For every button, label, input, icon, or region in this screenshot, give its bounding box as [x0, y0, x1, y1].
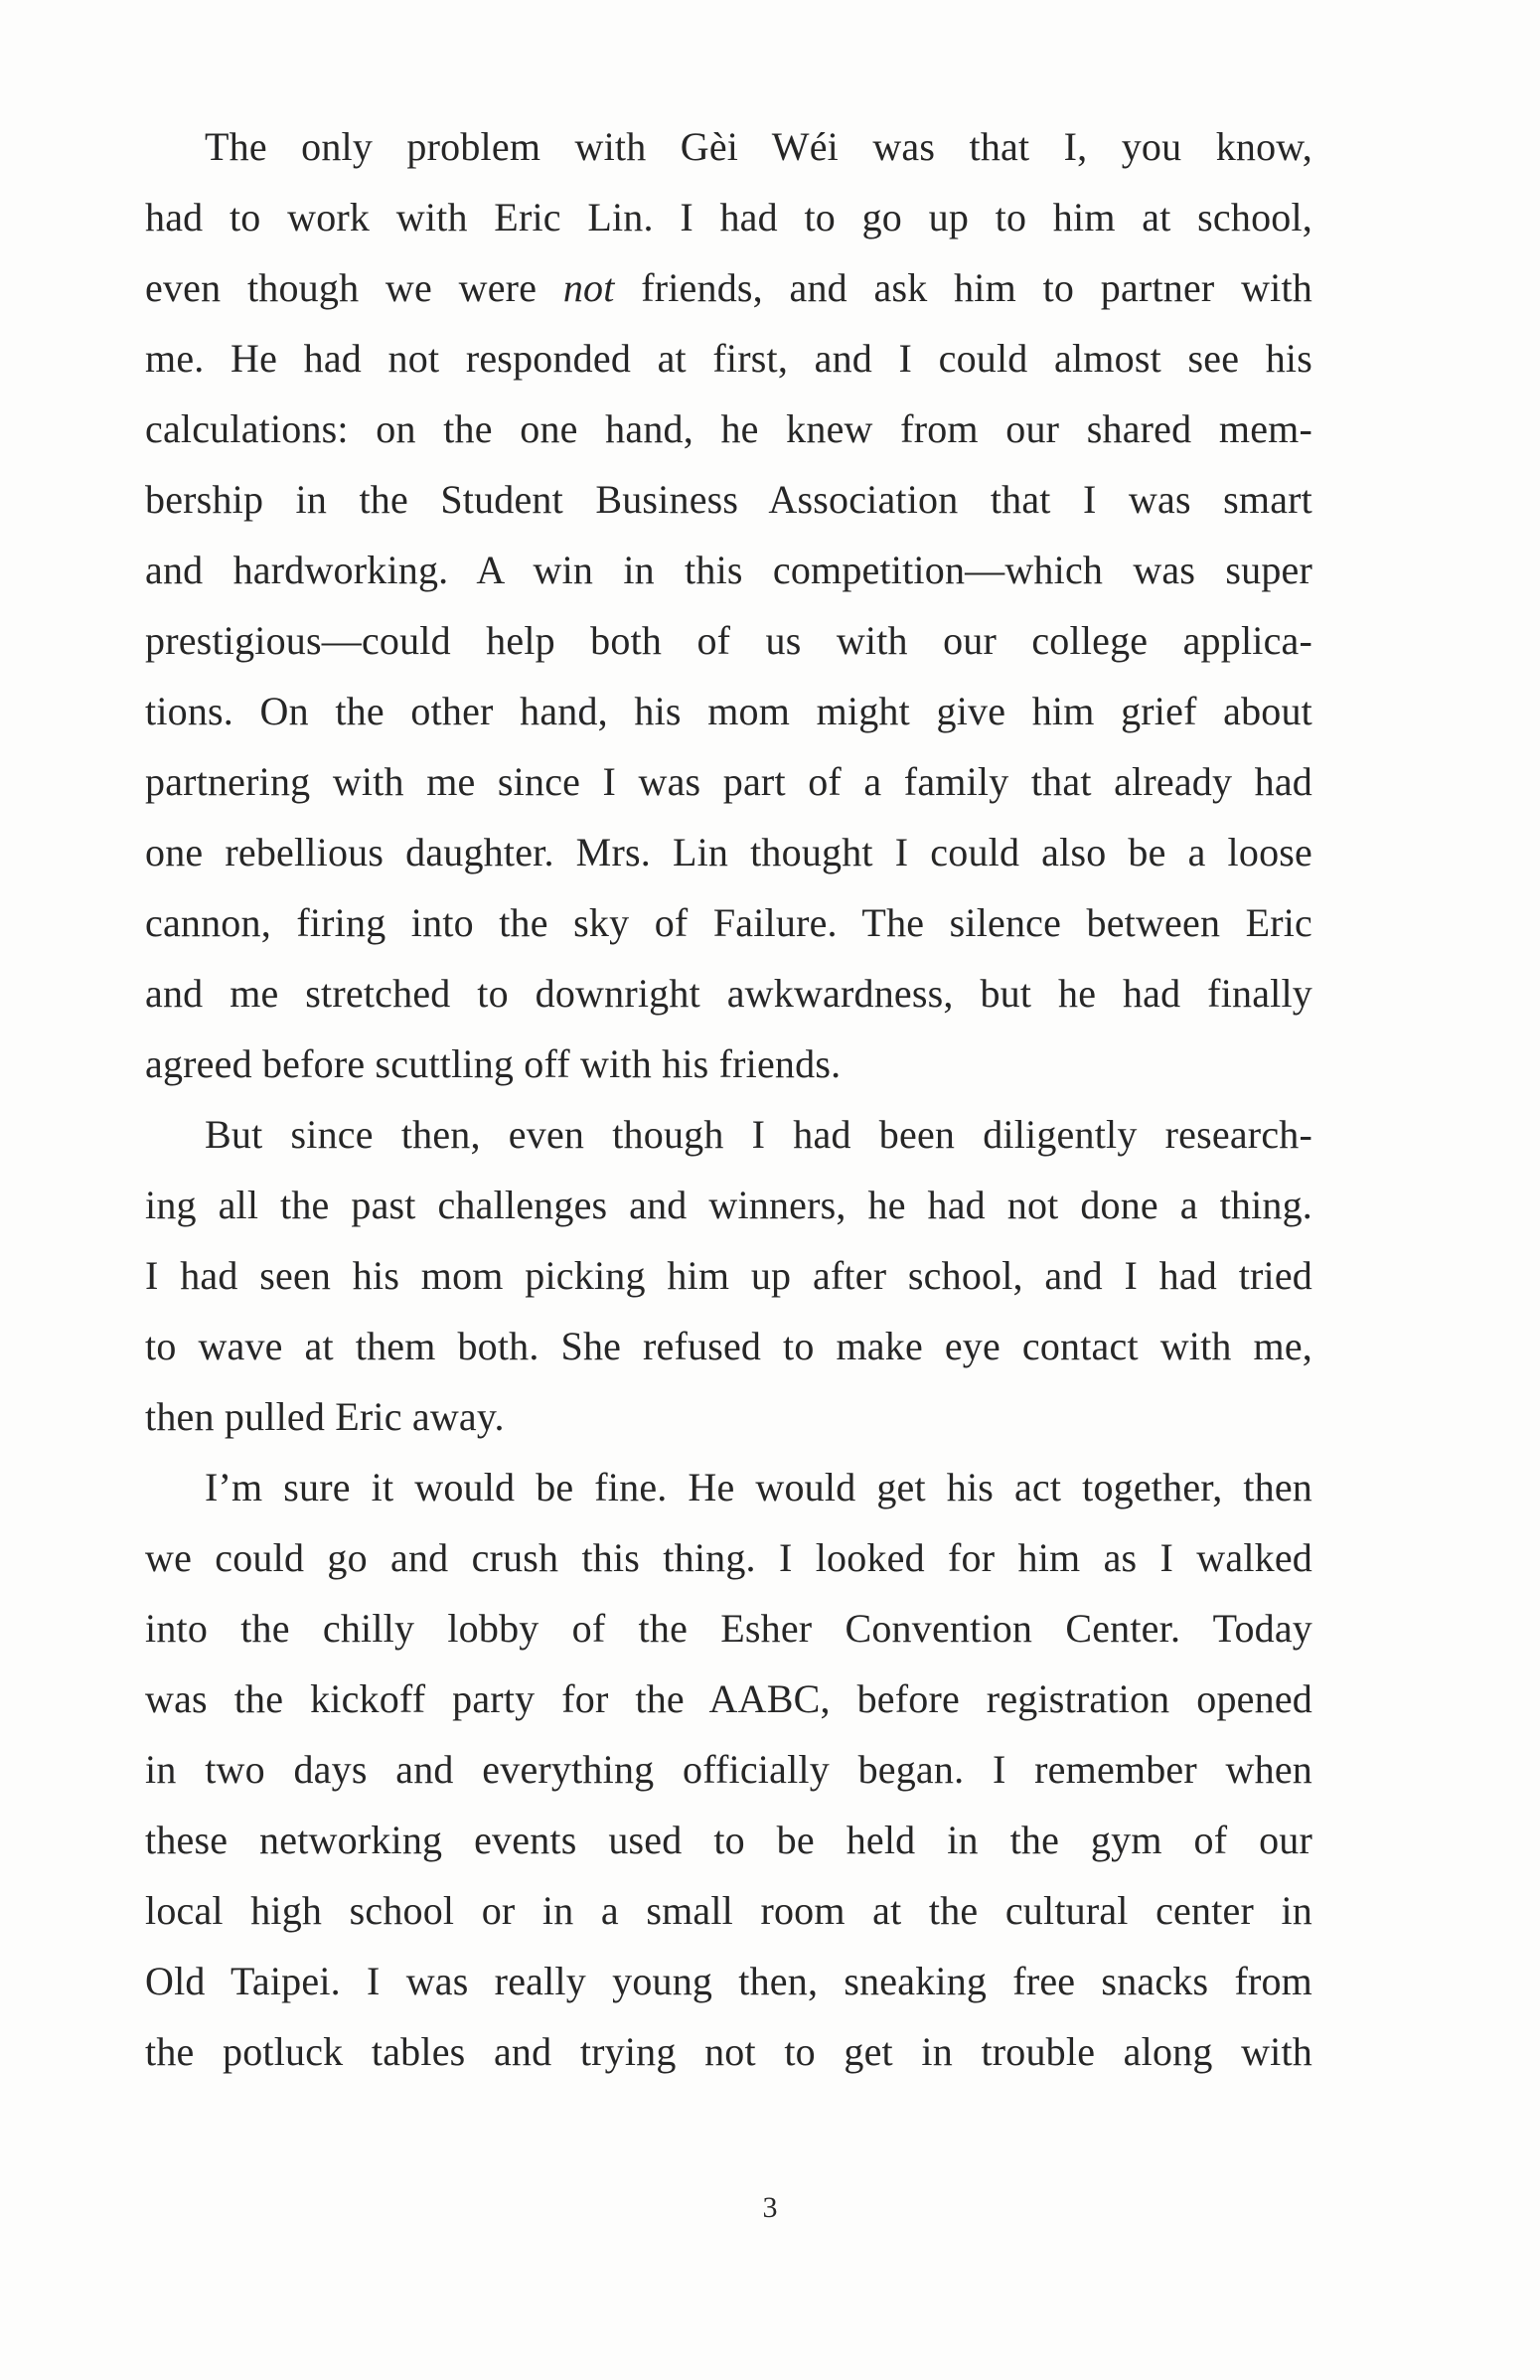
text-line: But since then, even though I had been diligently research- [205, 1112, 1312, 1157]
text-line: calculations: on the one hand, he knew from our shared mem- [145, 406, 1312, 451]
text-line: prestigious—could help both of us with our college applica- [145, 618, 1312, 663]
page-number: 3 [762, 2191, 778, 2224]
text-line: me. He had not responded at first, and I could almost see his [145, 336, 1312, 381]
text-line: and hardworking. A win in this competition—which was super [145, 548, 1312, 592]
text-line: even though we were not friends, and ask him to partner with [145, 265, 1312, 310]
text-line: I had seen his mom picking him up after school, and I had tried [145, 1253, 1312, 1298]
text-line: to wave at them both. She refused to make eye contact with me, [145, 1324, 1312, 1368]
text-line: local high school or in a small room at the cultural center in [145, 1888, 1312, 1933]
text-line: was the kickoff party for the AABC, before registration opened [145, 1676, 1312, 1721]
text-line: these networking events used to be held in the gym of our [145, 1818, 1312, 1862]
text-line: tions. On the other hand, his mom might give him grief about [145, 689, 1312, 733]
text-line: The only problem with Gèi Wéi was that I, you know, [205, 124, 1312, 169]
text-line: then pulled Eric away. [145, 1394, 505, 1439]
text-line: Old Taipei. I was really young then, sneaking free snacks from [145, 1959, 1312, 2003]
text-line: we could go and crush this thing. I looked for him as I walked [145, 1535, 1312, 1580]
text-line: I’m sure it would be fine. He would get his act together, then [205, 1465, 1312, 1509]
text-line: cannon, firing into the sky of Failure. The silence between Eric [145, 900, 1312, 945]
body-text [145, 111, 1312, 2087]
text-line: had to work with Eric Lin. I had to go up to him at school, [145, 195, 1312, 239]
text-line: agreed before scuttling off with his friends. [145, 1041, 842, 1086]
text-line: into the chilly lobby of the Esher Convention Center. Today [145, 1606, 1312, 1651]
text-line: in two days and everything officially began. I remember when [145, 1747, 1312, 1792]
emphasis-text: not [562, 265, 615, 310]
text-line: ing all the past challenges and winners, he had not done a thing. [145, 1183, 1312, 1227]
text-line: the potluck tables and trying not to get in trouble along with [145, 2029, 1312, 2074]
text-line: partnering with me since I was part of a family that already had [145, 759, 1312, 804]
text-line: bership in the Student Business Association that I was smart [145, 477, 1312, 522]
text-line: one rebellious daughter. Mrs. Lin thought I could also be a loose [145, 830, 1312, 874]
text-line: and me stretched to downright awkwardness, but he had finally [145, 971, 1312, 1016]
